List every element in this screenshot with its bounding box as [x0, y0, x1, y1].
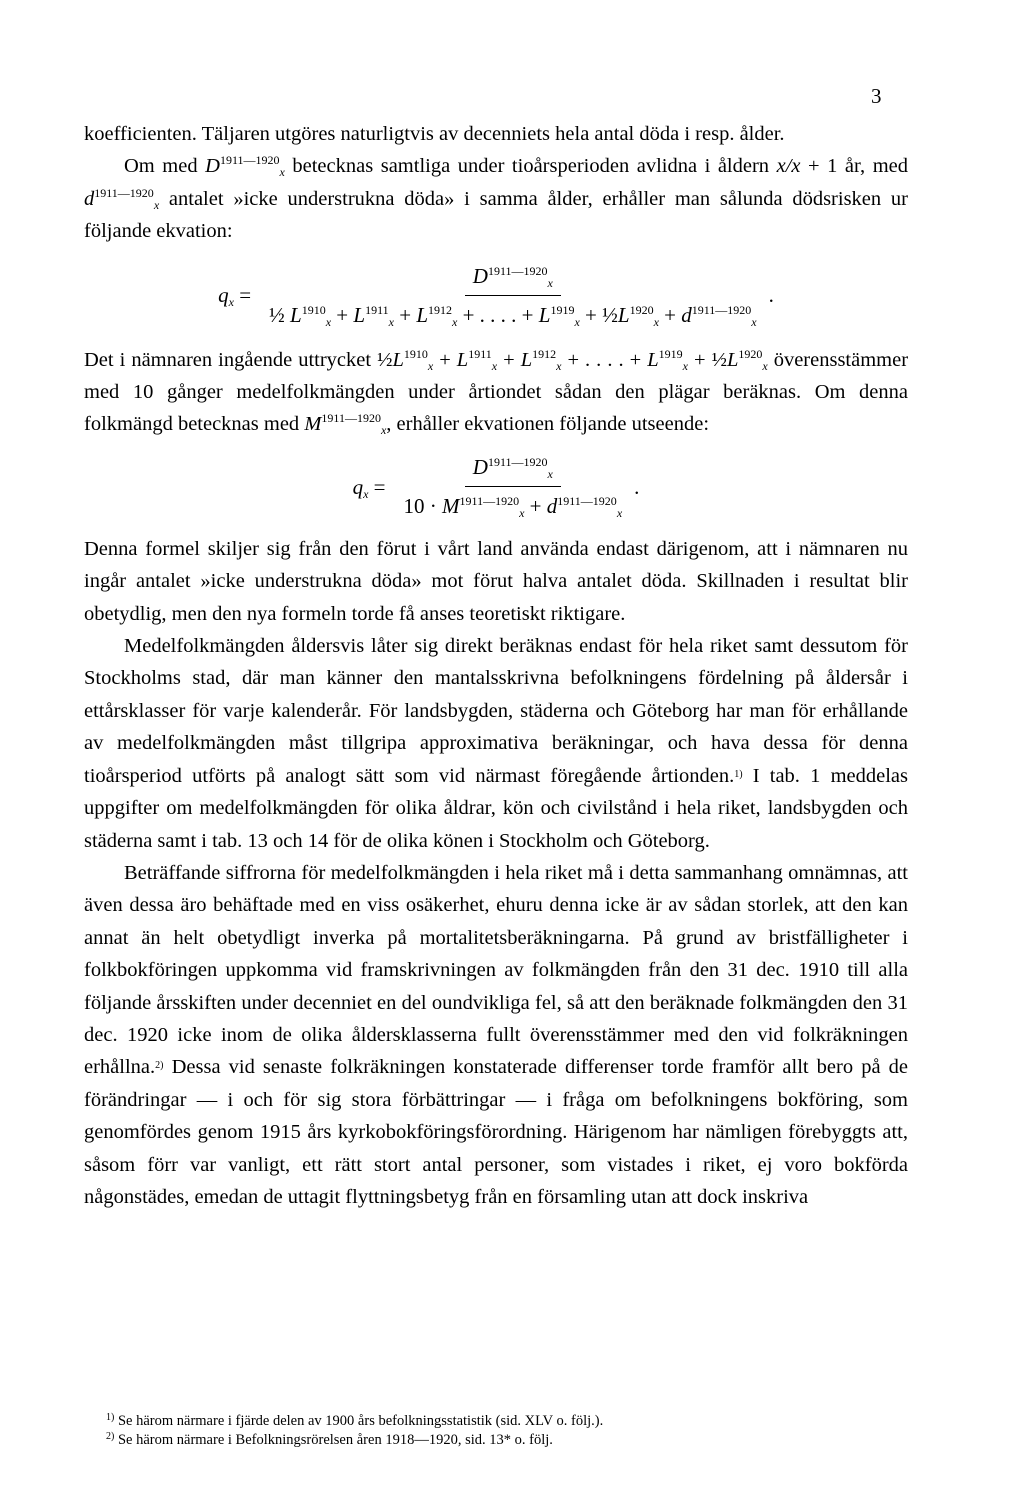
page-number: 3 [871, 84, 882, 108]
symbol-d-period: $d^{1911—1920}_x$ [84, 185, 160, 212]
formula-1-denominator: ½ $L^{1910}_x + L^{1911}_x + L^{1912}_x$ + . . . . + $L^{1919}_x$ + $\frac{1}{2}L^{1920}_x + d^{1911—1920}_x$ [269, 303, 757, 330]
footnote-1 [106, 1412, 906, 1431]
p3-text-c: , erhåller ekvationen följande utseende: [386, 413, 710, 436]
p3-text-b: överensstämmer med 10 gånger medelfolkmängden under årtiondet sådan den plägar beräknas. Om denna folkmängd betecknas med [84, 348, 909, 436]
p6-text-b: Dessa vid senaste folkräkningen konstaterade differenser torde framför allt bero på de förändringar — i och för sig stora förbättringar — i fråga om befolkningens bokföring, som genomfördes genom 1915 års kyrkobokföringsförordning. Härigenom har nämligen förebyggts att, såsom förr var vanligt, ett rätt stort antal personer, som vistades i riket, ej voro bokförda någonstädes, emedan de uttagit flyttningsbetyg från en församling utan att dock inskriva [84, 1056, 908, 1208]
paragraph-4: Denna formel skiljer sig från den förut i vårt land använda endast därigenom, att i nämnaren nu ingår antalet »icke understrukna döda» mot förut halva antalet döda. Skillnaden i resultat blir obetydlig, men den nya formeln torde få anses teoretiskt riktigare. [84, 537, 908, 625]
formula-1-numerator: $D^{1911—1920}_x$ [465, 260, 561, 296]
p2-text-d: + 1 år, med [800, 155, 908, 178]
p6-text-a: Beträffande siffrorna för medelfolkmängden i hela riket må i detta sammanhang omnämnas, att även dessa äro behäftade med en viss osäkerhet, ehuru denna icke är av sådan storlek, att den kan annat än helt obetydligt inverka på mortalitetsberäkningarna. På grund av bristfälligheter i folkbokföringen uppkomma vid framskrivningen av folkmängden från den 31 dec. 1910 till alla följande årsskiften under decenniet en del oundvikliga fel, så att den beräknade folkmängden den 31 dec. 1920 icke inom de olika åldersklasserna fullt överensstämmer med den vid folkräkningen erhållna. [84, 861, 908, 1079]
formula-1: $q_x$ = $D^{1911—1920}_x$ ½ $L^{1910}_x + L^{1911}_x + L^{1912}_x$ + . . . . + $L^{1919}_x$ + $\frac{1}{2}L^{1920}_x + d^{1911—1920}_x$ . [84, 248, 908, 344]
p3-text-a: Det i nämnaren ingående uttrycket [84, 348, 378, 371]
formula-1-lhs: $q_x$ = [218, 283, 252, 310]
formula-2-denominator: $10 \cdot M^{1911—1920}_x + d^{1911—1920}_x$ [403, 494, 623, 521]
footnote-2 [106, 1431, 906, 1450]
paragraph-6 [84, 857, 908, 1213]
formula-2-fraction [396, 451, 631, 523]
footnote-ref-2: 2) [155, 1060, 164, 1072]
body-text [84, 118, 908, 1213]
p5-text-b: I tab. 1 meddelas uppgifter om medelfolkmängden för olika åldrar, kön och civilstånd i hela riket, landsbygden och städerna samt i tab. 13 och 14 för de olika könen i Stockholm och Göteborg. [84, 764, 908, 852]
paragraph-3: Det i nämnaren ingående uttrycket $\frac{1}{2}L^{1910}_x + L^{1911}_x + L^{1912}_x$ + . . . . + $L^{1919}_x$ + $\frac{1}{2}L^{1920}_x$ överensstämmer med 10 gånger medelfolkmängden under årtiondet sådan den plägar beräknas. Om denna folkmängd betecknas med $M^{1911—1920}_x$, erhåller ekvationen följande utseende: [84, 346, 909, 438]
p5-text-a: Medelfolkmängden åldersvis låter sig direkt beräknas endast för hela riket samt dessutom för Stockholms stad, där man känner den mantalsskrivna befolkningens fördelning på åldersår i ettårsklasser för varje kalenderår. För landsbygden, städerna och Göteborg har man för erhållande av medelfolkmängden måst tillgripa approximativa beräkningar, och hava dessa för denna tioårsperiod utförts på analogt sätt som vid närmast föregående årtionden. [84, 635, 908, 787]
p2-text-a: Om med [124, 155, 206, 178]
footnote-ref-1: 1) [734, 768, 743, 780]
formula-2-numerator: $D^{1911—1920}_x$ [465, 451, 561, 487]
formula-2: $q_x$ = $\frac{D^{1911—1920}_x}{10 \cdot M^{1911—1920}_x + d^{1911—1920}_x}$ . [84, 441, 908, 533]
footnote-1-text: Se härom närmare i fjärde delen av 1900 års befolkningsstatistik (sid. XLV o. följ.). [114, 1413, 604, 1429]
p2-age-interval: x/x [776, 155, 801, 178]
symbol-D-period: $D^{1911—1920}_x$ [205, 153, 285, 180]
paragraph-2 [84, 150, 908, 247]
symbol-M-period: $M^{1911—1920}_x$ [304, 411, 387, 438]
footnote-2-mark: 2) [106, 1431, 115, 1442]
formula-2-lhs: $q_x$ = [352, 474, 386, 501]
footnote-2-text: Se härom närmare i Befolkningsrörelsen åren 1918—1920, sid. 13* o. följ. [114, 1432, 553, 1448]
formula-1-fraction [261, 260, 765, 332]
paragraph-1: koefficienten. Täljaren utgöres naturligtvis av decenniets hela antal döda i resp. ålder. [84, 123, 785, 145]
p2-text-b: betecknas samtliga under tioårsperioden avlidna i åldern [284, 155, 777, 178]
footnotes [106, 1412, 906, 1450]
paragraph-5 [84, 630, 908, 857]
p2-text-e: antalet »icke understrukna döda» i samma ålder, erhåller man sålunda dödsrisken ur följande ekvation: [84, 187, 908, 243]
footnote-1-mark: 1) [106, 1412, 115, 1423]
